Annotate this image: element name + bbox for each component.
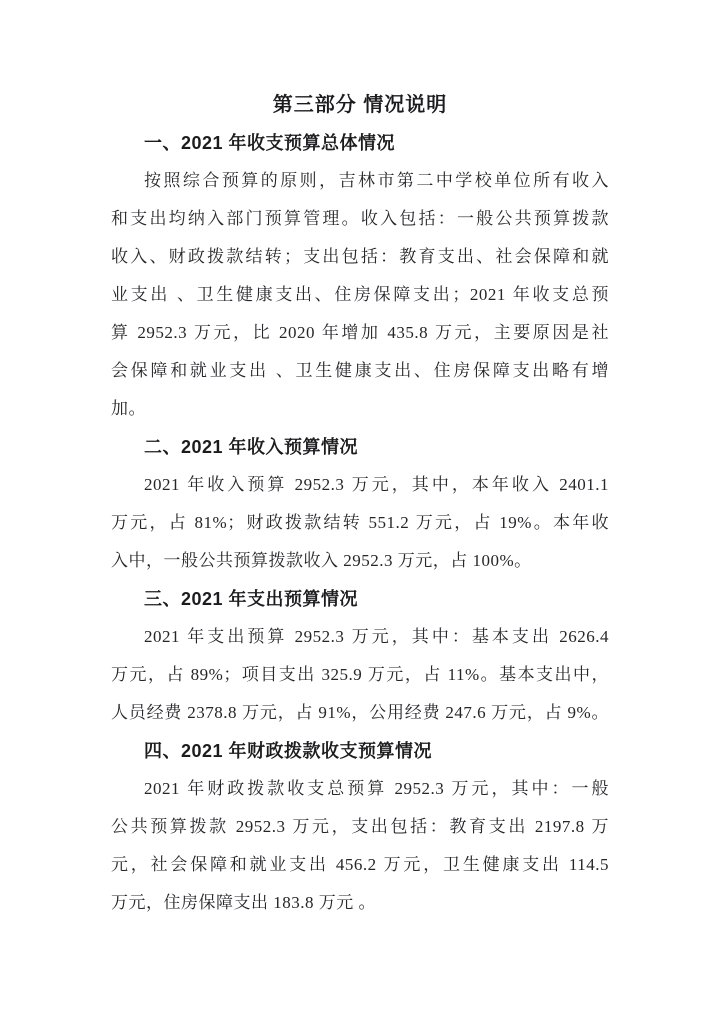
paragraph-line: 万元，住房保障支出 183.8 万元 。 xyxy=(111,893,376,912)
paragraph-line: 入中，一般公共预算拨款收入 2952.3 万元，占 100%。 xyxy=(111,551,532,570)
paragraph-line: 和支出均纳入部门预算管理。收入包括：一般公共预算拨款 xyxy=(111,209,609,228)
paragraph-line: 万元，占 89%；项目支出 325.9 万元，占 11%。基本支出中， xyxy=(111,665,609,684)
section-heading-2: 二、2021 年收入预算情况 xyxy=(144,437,359,457)
paragraph-line: 会保障和就业支出 、卫生健康支出、住房保障支出略有增 xyxy=(111,361,609,380)
paragraph-line: 业支出 、卫生健康支出、住房保障支出；2021 年收支总预 xyxy=(111,285,609,304)
document-content xyxy=(111,86,609,922)
paragraph-line: 2021 年财政拨款收支总预算 2952.3 万元，其中：一般 xyxy=(144,779,609,798)
paragraph-line: 人员经费 2378.8 万元，占 91%，公用经费 247.6 万元，占 9%。 xyxy=(111,703,609,722)
paragraph-line: 万元，占 81%；财政拨款结转 551.2 万元，占 19%。本年收 xyxy=(111,513,609,532)
section-heading-3: 三、2021 年支出预算情况 xyxy=(144,589,359,609)
paragraph-line: 算 2952.3 万元，比 2020 年增加 435.8 万元，主要原因是社 xyxy=(111,323,609,342)
paragraph-line: 按照综合预算的原则，吉林市第二中学校单位所有收入 xyxy=(144,171,609,190)
paragraph-line: 2021 年支出预算 2952.3 万元，其中：基本支出 2626.4 xyxy=(144,627,609,646)
section-heading-4: 四、2021 年财政拨款收支预算情况 xyxy=(144,741,433,761)
paragraph-line: 加。 xyxy=(111,399,146,418)
section-heading-1: 一、2021 年收支预算总体情况 xyxy=(144,133,396,153)
paragraph-line: 2021 年收入预算 2952.3 万元，其中，本年收入 2401.1 xyxy=(144,475,609,494)
paragraph-line: 公共预算拨款 2952.3 万元，支出包括：教育支出 2197.8 万 xyxy=(111,817,609,836)
paragraph-line: 收入、财政拨款结转；支出包括：教育支出、社会保障和就 xyxy=(111,247,609,266)
paragraph-line: 元，社会保障和就业支出 456.2 万元，卫生健康支出 114.5 xyxy=(111,855,609,874)
document-title: 第三部分 情况说明 xyxy=(272,94,448,116)
